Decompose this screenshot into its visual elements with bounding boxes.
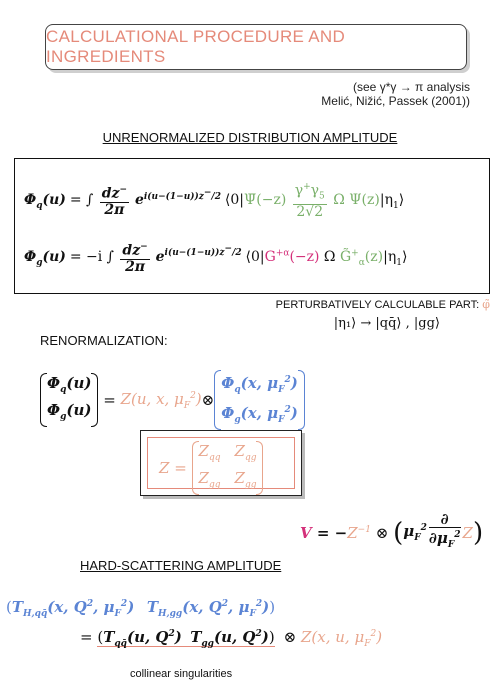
state-decomposition: |η₁⟩ → |qq̄⟩ , |gg⟩ (333, 316, 440, 331)
section-heading-hard-scattering: HARD-SCATTERING AMPLITUDE (80, 558, 282, 573)
hard-scattering-row-2: = ($T_{qq̄}(u$, $Q^2$) $T_{gg}(u$, $Q^2$)) ⊗ Z(x, u, $\mu_F^2$) (80, 628, 383, 649)
perturbative-symbol: φ̃ (482, 298, 490, 311)
reference-note (210, 80, 470, 108)
equation-phi-g: $\Phi_g(u) = -i$ ∫ $\frac{dz^-}{2\pi}$ $e^{i(u-(1-u))z^-/2}$ $⟨0|G^{+\alpha}(-z)$ Ω $G̃^+_\alpha(z)|\eta_1⟩$ (24, 242, 408, 275)
section-heading-renormalization: RENORMALIZATION: (40, 333, 168, 348)
equation-phi-q: $\Phi_q(u)$ = ∫ $\frac{dz^-}{2\pi}$ $e^{i(u-(1-u))z^-/2}$ ⟨0|Ψ̄(−z) $\frac{\gamma^+\gamma_5}{2√2}$ Ω $\Psi(z)|\eta_1⟩$ (24, 182, 405, 221)
collinear-label: collinear singularities (130, 668, 233, 680)
page-title: CALCULATIONAL PROCEDURE AND INGREDIENTS (46, 27, 346, 66)
perturbative-label: PERTURBATIVELY CALCULABLE PART: (275, 299, 480, 311)
v-equation: V = − $Z^{-1}$ ⊗ ( $\mu_F^2$ $\frac{\partial}{\partial\mu_F^2}$ Z ) (300, 510, 484, 550)
title-box (45, 24, 467, 70)
z-matrix-equation: Z = $Z_{qq}$ $Z_{qg}$ $Z_{gq}$ $Z_{gg}$ (159, 441, 263, 495)
renormalization-equation: $\Phi_q(u)$ $\Phi_g(u)$ = Z(u, x, $\mu_F^2$) ⊗ $\Phi_q(x$, $\mu_F^2$) $\Phi_g(x$, $\mu_F^2$) (40, 370, 305, 430)
phi-renormalized-vector: $\Phi_q(x$, $\mu_F^2$) $\Phi_g(x$, $\mu_F^2$) (214, 370, 305, 430)
hard-scattering-row-1: ($T_{H,qq̄}(x$, $Q^2$, $\mu_F^2$) $T_{H,gg}(x$, $Q^2$, $\mu_F^2$)) (6, 598, 276, 619)
z-matrix-box (140, 430, 302, 496)
section-heading-unrenormalized: UNRENORMALIZED DISTRIBUTION AMPLITUDE (102, 130, 398, 145)
perturbative-note (276, 298, 490, 311)
phi-vector: $\Phi_q(u)$ $\Phi_g(u)$ (40, 373, 98, 427)
reference-line-1: (see γ*γ → π analysis (353, 80, 470, 94)
reference-line-2: Melić, Nižić, Passek (2001)) (321, 94, 470, 108)
